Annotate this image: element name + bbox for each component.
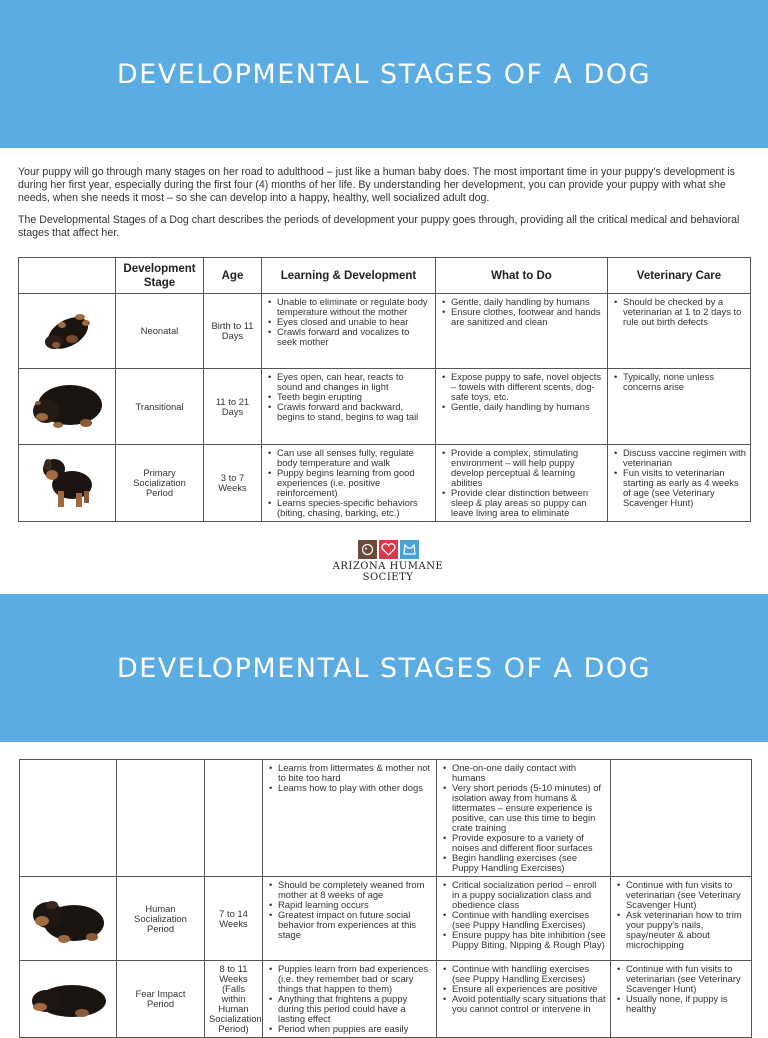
stages-table-continued	[19, 759, 752, 1038]
stage-age: 11 to 21 Days	[204, 369, 262, 445]
stage-name: Neonatal	[116, 294, 204, 369]
list-item: • Greatest impact on future social behavior from experiences at this stage	[278, 910, 432, 940]
stage-name: Transitional	[116, 369, 204, 445]
list-item: • Fun visits to veterinarian starting as early as 4 weeks of age (see Veterinary Scavenger Hunt)	[623, 468, 746, 508]
list-item: • Should be completely weaned from mother at 8 weeks of age	[278, 880, 432, 900]
intro-paragraph-2: The Developmental Stages of a Dog chart describes the periods of development your puppy goes through, providing all the critical medical and behavioral stages that affect her.	[18, 214, 740, 239]
header-vet: Veterinary Care	[608, 258, 751, 294]
vet-cell	[608, 294, 751, 369]
arizona-humane-society-logo	[318, 540, 458, 583]
list-item: • Discuss vaccine regimen with veterinarian	[623, 448, 746, 468]
list-item: • Puppies learn from bad experiences (i.e. they remember bad or scary things that happen to them)	[278, 964, 432, 994]
table-row	[20, 760, 752, 877]
heart-icon	[379, 540, 398, 559]
puppy-photo-fear-impact	[20, 961, 117, 1038]
list-item: • Provide clear distinction between sleep & play areas so puppy can leave living area to eliminate	[451, 488, 603, 518]
todo-cell	[437, 760, 611, 877]
learning-cell	[263, 760, 437, 877]
list-item: • Ensure puppy has bite inhibition (see Puppy Biting, Nipping & Rough Play)	[452, 930, 606, 950]
stages-table	[18, 257, 751, 522]
list-item: • Period when puppies are easily	[278, 1024, 432, 1034]
table-row	[19, 445, 751, 522]
vet-cell	[611, 961, 752, 1038]
vet-cell	[611, 877, 752, 961]
list-item: • Continue with fun visits to veterinarian (see Veterinary Scavenger Hunt)	[626, 964, 747, 994]
puppy-photo-transitional	[19, 369, 116, 445]
stage-age: Birth to 11 Days	[204, 294, 262, 369]
vet-cell	[608, 445, 751, 522]
stage-age: 7 to 14 Weeks	[205, 877, 263, 961]
list-item: • Critical socialization period – enroll in a puppy socialization class and obedience class	[452, 880, 606, 910]
list-item: • Gentle, daily handling by humans	[451, 402, 603, 412]
table-row	[19, 369, 751, 445]
stage-name	[117, 760, 205, 877]
list-item: • Continue with handling exercises (see Puppy Handling Exercises)	[452, 964, 606, 984]
organization-name: ARIZONA HUMANE SOCIETY	[332, 561, 444, 583]
list-item: • Rapid learning occurs	[278, 900, 432, 910]
list-item: • Typically, none unless concerns arise	[623, 372, 746, 392]
page-title: DEVELOPMENTAL STAGES OF A DOG	[116, 58, 652, 90]
list-item: • Teeth begin erupting	[277, 392, 431, 402]
list-item: • Begin handling exercises (see Puppy Handling Exercises)	[452, 853, 606, 873]
list-item: • Eyes open, can hear, reacts to sound and changes in light	[277, 372, 431, 392]
list-item: • Provide exposure to a variety of noises and different floor surfaces	[452, 833, 606, 853]
list-item: • Ask veterinarian how to trim your puppy's nails, spay/neuter & about microchipping	[626, 910, 747, 950]
header-stage: Development Stage	[116, 258, 204, 294]
stage-name: Human Socialization Period	[117, 877, 205, 961]
learning-cell	[262, 445, 436, 522]
photo-cell-empty	[20, 760, 117, 877]
list-item: • Expose puppy to safe, novel objects – towels with different scents, dog-safe toys, etc.	[451, 372, 603, 402]
list-item: • Learns species-specific behaviors (biting, chasing, barking, etc.)	[277, 498, 431, 518]
cat-icon	[400, 540, 419, 559]
list-item: • Continue with handling exercises (see Puppy Handling Exercises)	[452, 910, 606, 930]
todo-cell	[436, 294, 608, 369]
list-item: • Ensure all experiences are positive	[452, 984, 606, 994]
learning-cell	[262, 369, 436, 445]
todo-cell	[437, 877, 611, 961]
list-item: • Usually none, if puppy is healthy	[626, 994, 747, 1014]
header-todo: What to Do	[436, 258, 608, 294]
list-item: • Eyes closed and unable to hear	[277, 317, 431, 327]
learning-cell	[262, 294, 436, 369]
list-item: • Crawls forward and vocalizes to seek mother	[277, 327, 431, 347]
todo-cell	[436, 369, 608, 445]
header-banner	[0, 0, 768, 148]
stage-age: 8 to 11 Weeks (Falls within Human Socialization Period)	[205, 961, 263, 1038]
list-item: • Can use all senses fully, regulate body temperature and walk	[277, 448, 431, 468]
list-item: • Puppy begins learning from good experiences (i.e. positive reinforcement)	[277, 468, 431, 498]
list-item: • One-on-one daily contact with humans	[452, 763, 606, 783]
list-item: • Ensure clothes, footwear and hands are sanitized and clean	[451, 307, 603, 327]
list-item: • Very short periods (5-10 minutes) of isolation away from humans & littermates – ensure experience is positive, can use this time to begin crate training	[452, 783, 606, 833]
table-row	[20, 961, 752, 1038]
table-row	[19, 294, 751, 369]
vet-cell	[608, 369, 751, 445]
todo-cell	[436, 445, 608, 522]
list-item: • Should be checked by a veterinarian at 1 to 2 days to rule out birth defects	[623, 297, 746, 327]
header-banner-page-2	[0, 594, 768, 742]
learning-cell	[263, 877, 437, 961]
header-photo	[19, 258, 116, 294]
list-item: • Avoid potentially scary situations that you cannot control or intervene in	[452, 994, 606, 1014]
intro-text	[18, 166, 751, 249]
puppy-photo-neonatal	[19, 294, 116, 369]
stage-name: Primary Socialization Period	[116, 445, 204, 522]
list-item: • Unable to eliminate or regulate body temperature without the mother	[277, 297, 431, 317]
list-item: • Learns how to play with other dogs	[278, 783, 432, 793]
list-item: • Anything that frightens a puppy during this period could have a lasting effect	[278, 994, 432, 1024]
todo-cell	[437, 961, 611, 1038]
list-item: • Gentle, daily handling by humans	[451, 297, 603, 307]
intro-paragraph-1: Your puppy will go through many stages on her road to adulthood – just like a human baby does. The most important time in your puppy's development is during her first year, especially during the first four (4) months of her life. By understanding her development, you can provide your puppy with what she needs, when she needs it most – so she can develop into a happy, healthy, well socialized adult dog.	[18, 166, 735, 204]
list-item: • Provide a complex, stimulating environment – will help puppy develop perceptual & learning abilities	[451, 448, 603, 488]
page-title-2: DEVELOPMENTAL STAGES OF A DOG	[116, 652, 652, 684]
table-row	[20, 877, 752, 961]
list-item: • Continue with fun visits to veterinarian (see Veterinary Scavenger Hunt)	[626, 880, 747, 910]
header-age: Age	[204, 258, 262, 294]
vet-cell	[611, 760, 752, 877]
stage-age	[205, 760, 263, 877]
dog-icon	[358, 540, 377, 559]
list-item: • Crawls forward and backward, begins to stand, begins to wag tail	[277, 402, 431, 422]
stage-name: Fear Impact Period	[117, 961, 205, 1038]
stage-age: 3 to 7 Weeks	[204, 445, 262, 522]
learning-cell	[263, 961, 437, 1038]
puppy-photo-human-socialization	[20, 877, 117, 961]
puppy-photo-primary-socialization	[19, 445, 116, 522]
list-item: • Learns from littermates & mother not to bite too hard	[278, 763, 432, 783]
header-learning: Learning & Development	[262, 258, 436, 294]
